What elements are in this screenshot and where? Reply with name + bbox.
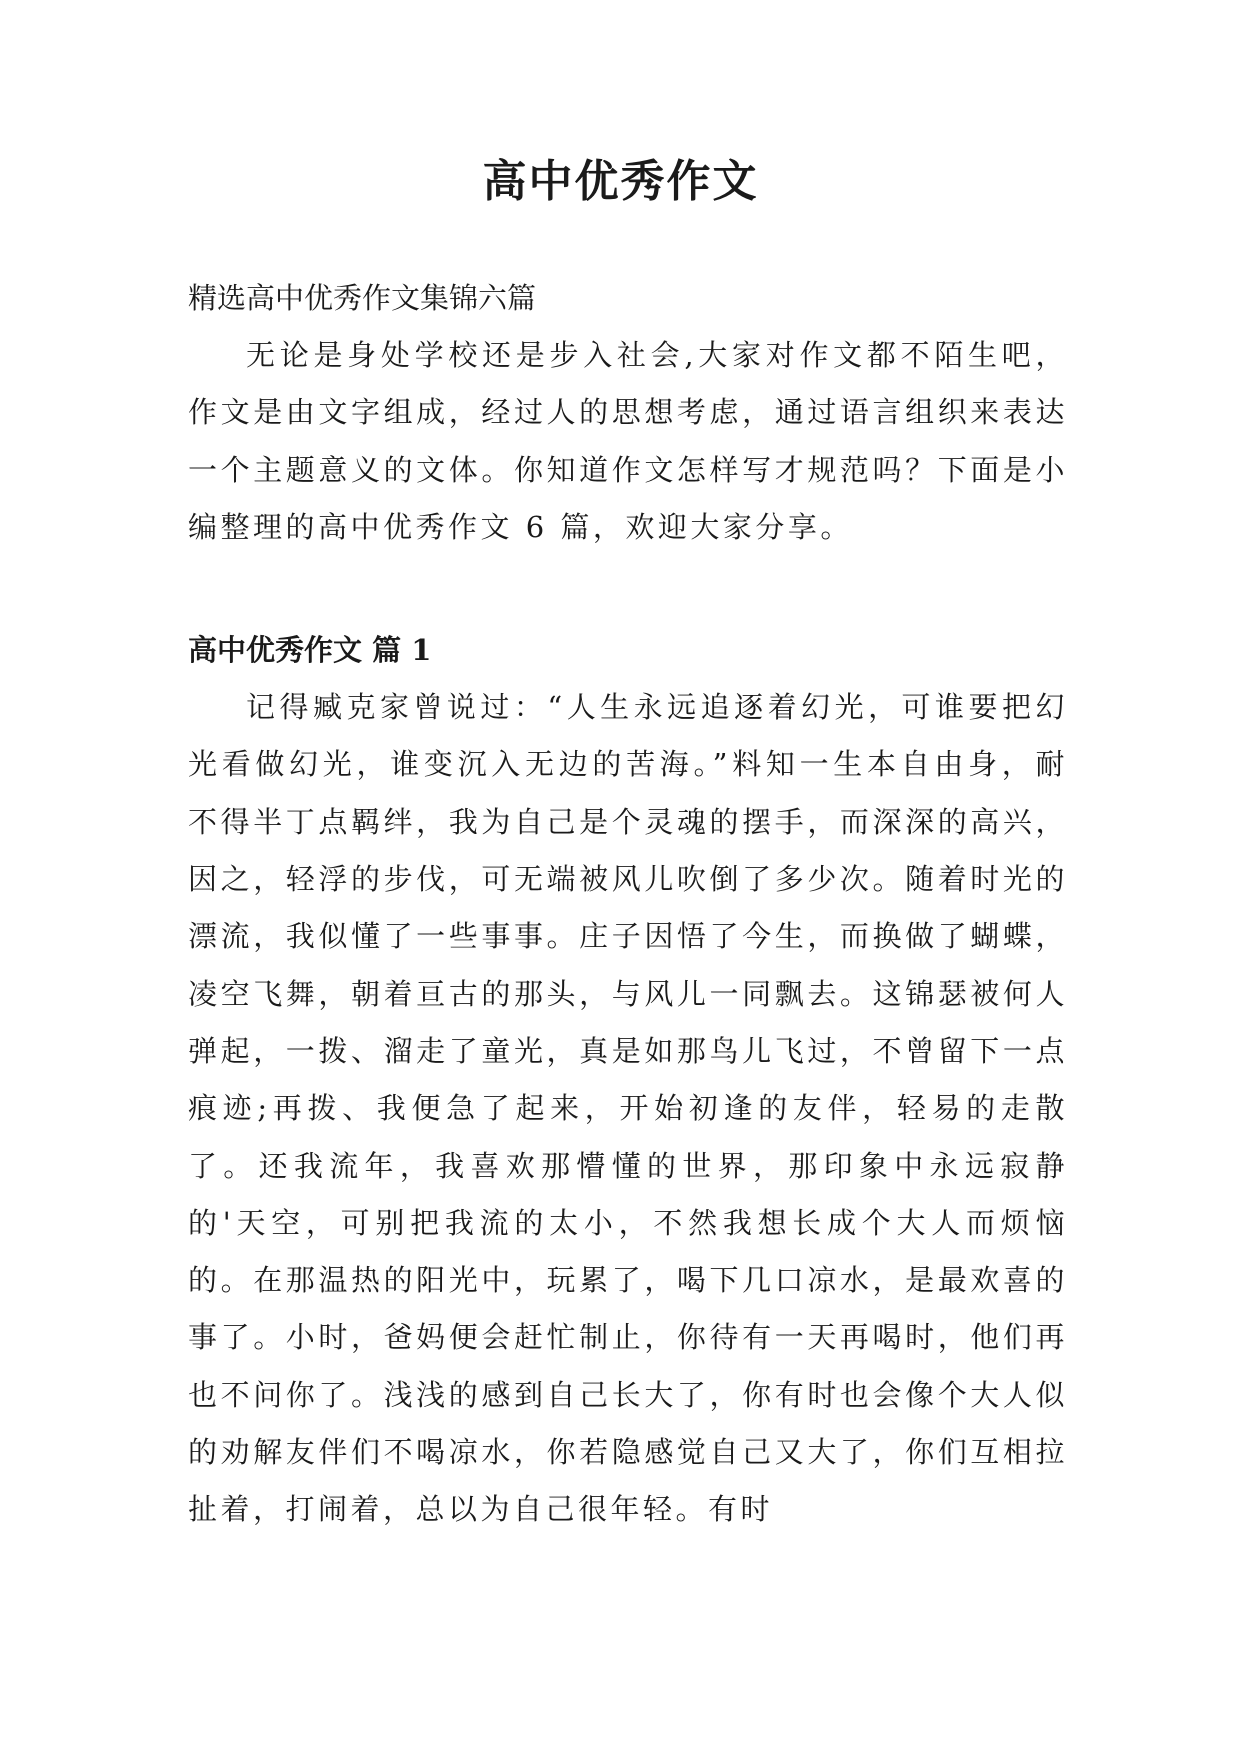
document-subtitle: 精选高中优秀作文集锦六篇 xyxy=(188,281,537,315)
document-title: 高中优秀作文 xyxy=(482,156,759,207)
intro-paragraph: 无论是身处学校还是步入社会,大家对作文都不陌生吧，作文是由文字组成，经过人的思想考虑，通过语言组织来表达一个主题意义的文体。你知道作文怎样写才规范吗？下面是小编整理的高中优秀作文 6 篇，欢迎大家分享。 xyxy=(188,338,1068,544)
section-heading: 高中优秀作文 篇 1 xyxy=(188,633,432,668)
document-content xyxy=(188,270,1068,1539)
section-body: 记得臧克家曾说过：“人生永远追逐着幻光，可谁要把幻光看做幻光，谁变沉入无边的苦海。”料知一生本自由身，耐不得半丁点羁绊，我为自己是个灵魂的摆手，而深深的高兴，因之，轻浮的步伐，可无端被风儿吹倒了多少次。随着时光的漂流，我似懂了一些事事。庄子因悟了今生，而换做了蝴蝶，凌空飞舞，朝着亘古的那头，与风儿一同飘去。这锦瑟被何人弹起，一拨、溜走了童光，真是如那鸟儿飞过，不曾留下一点痕迹;再拨、我便急了起来，开始初逢的友伴，轻易的走散了。还我流年，我喜欢那懵懂的世界，那印象中永远寂静的'天空，可别把我流的太小，不然我想长成个大人而烦恼的。在那温热的阳光中，玩累了，喝下几口凉水，是最欢喜的事了。小时，爸妈便会赶忙制止，你待有一天再喝时，他们再也不问你了。浅浅的感到自己长大了，你有时也会像个大人似的劝解友伴们不喝凉水，你若隐感觉自己又大了，你们互相拉扯着，打闹着，总以为自己很年轻。有时 xyxy=(188,690,1068,1527)
